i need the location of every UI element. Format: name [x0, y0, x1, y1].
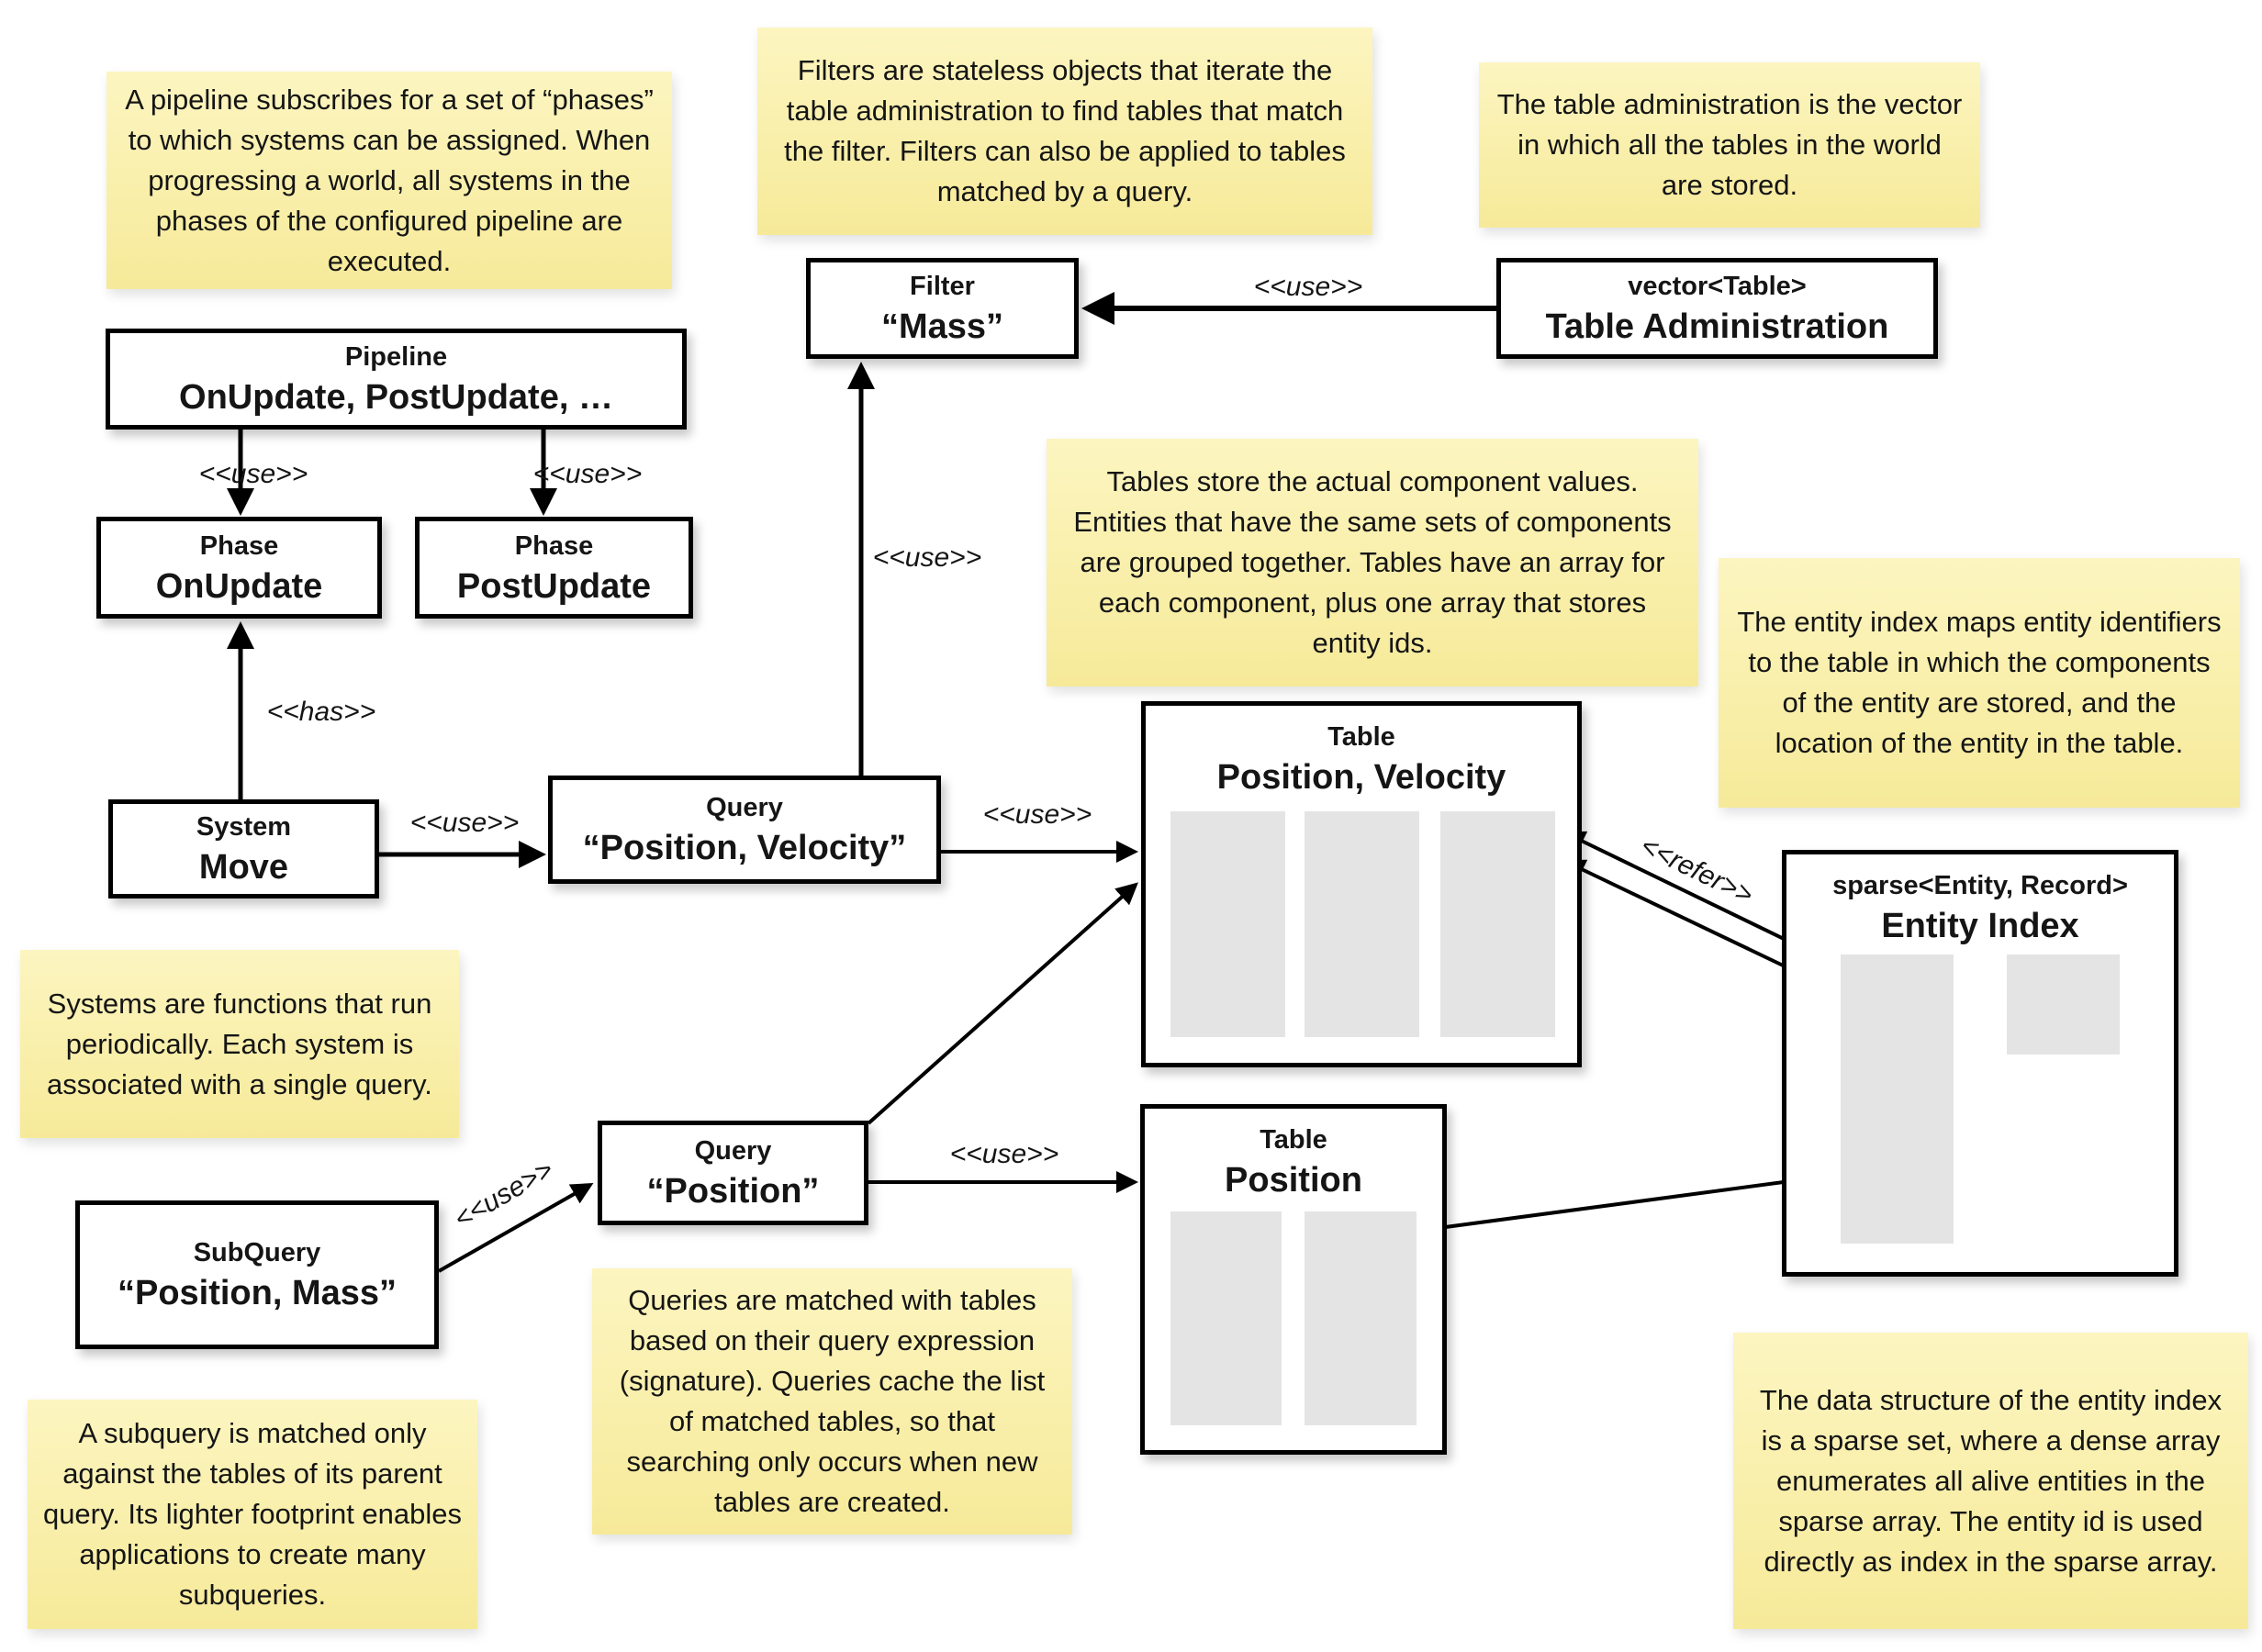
- box-entity-index: [1782, 850, 2178, 1277]
- note-filters: Filters are stateless objects that iterate the table administration to find tables that match the filter. Filters can also be applied to tables matched by a query.: [757, 28, 1372, 235]
- box-phase-onupdate: [96, 517, 382, 619]
- arrow-querypos-use-tablepv: [868, 885, 1136, 1123]
- box-subquery: [75, 1200, 439, 1349]
- note-tables: Tables store the actual component values. Entities that have the same sets of components are grouped together. Tables have an array for each component, plus one array that stores entity ids.: [1047, 439, 1698, 686]
- box-pipeline-stereotype: Pipeline: [344, 342, 448, 372]
- box-table-position-stereotype: Table: [1260, 1125, 1327, 1155]
- box-phase-onupdate-stereotype: Phase: [199, 530, 279, 561]
- box-query-position-velocity: [548, 776, 941, 884]
- note-pipeline: A pipeline subscribes for a set of “phases” to which systems can be assigned. When progressing a world, all systems in the phases of the configured pipeline are executed.: [106, 72, 672, 289]
- box-phase-postupdate-name: PostUpdate: [456, 566, 652, 606]
- edge-label-use-system-query: <<use>>: [409, 808, 520, 838]
- box-system-move-name: Move: [198, 848, 289, 887]
- box-table-administration-stereotype: vector<Table>: [1628, 272, 1807, 301]
- box-query-position-name: “Position”: [646, 1172, 820, 1211]
- box-table-administration: [1496, 258, 1938, 359]
- note-entity-index: The entity index maps entity identifiers to the table in which the components of the entity are stored, and the location of the entity in the table.: [1719, 558, 2240, 808]
- arrow-entityindex-to-tablepos: [1425, 1175, 1839, 1230]
- box-pipeline: [106, 329, 687, 430]
- edge-label-has-system-phase: <<has>>: [266, 697, 376, 727]
- box-entity-index-name: Entity Index: [1881, 907, 2079, 945]
- box-table-position-name: Position: [1225, 1161, 1362, 1200]
- box-table-position-velocity-stereotype: Table: [1327, 722, 1395, 752]
- edge-label-use-query-filter: <<use>>: [872, 542, 982, 573]
- box-filter-mass-name: “Mass”: [880, 307, 1004, 346]
- box-system-move-stereotype: System: [196, 812, 292, 842]
- box-entity-index-stereotype: sparse<Entity, Record>: [1832, 871, 2128, 900]
- edge-label-use-querypos-tablepos: <<use>>: [949, 1139, 1059, 1169]
- component-array-2: [1305, 811, 1419, 1037]
- entity-id-array: [1440, 811, 1555, 1037]
- box-table-position: [1140, 1104, 1447, 1455]
- box-table-position-velocity-name: Position, Velocity: [1216, 758, 1506, 797]
- note-table-administration: The table administration is the vector in which all the tables in the world are stored.: [1479, 62, 1980, 228]
- entity-id-array: [1305, 1211, 1417, 1425]
- component-array-1: [1170, 811, 1285, 1037]
- box-phase-postupdate: [415, 517, 693, 619]
- edge-label-use-subquery-querypos: <<use>>: [449, 1154, 559, 1235]
- edge-label-use-pipeline-postupdate: <<use>>: [532, 459, 643, 489]
- box-pipeline-name: OnUpdate, PostUpdate, …: [179, 378, 613, 417]
- box-system-move: [108, 799, 379, 899]
- edge-label-use-querypv-tablepv: <<use>>: [982, 799, 1092, 830]
- box-table-position-velocity: [1141, 701, 1582, 1067]
- note-systems: Systems are functions that run periodically. Each system is associated with a single query.: [20, 950, 459, 1138]
- edge-label-use-pipeline-onupdate: <<use>>: [198, 459, 308, 489]
- box-query-position-velocity-name: “Position, Velocity”: [582, 829, 907, 867]
- box-subquery-name: “Position, Mass”: [117, 1274, 398, 1312]
- box-subquery-stereotype: SubQuery: [193, 1238, 321, 1267]
- note-subquery: A subquery is matched only against the tables of its parent query. Its lighter footprint enables applications to create many subqueries.: [28, 1400, 477, 1629]
- box-query-position-velocity-stereotype: Query: [706, 793, 783, 822]
- box-query-position-stereotype: Query: [694, 1136, 772, 1166]
- edge-label-refer-entityindex-tablepv: <<refer>>: [1635, 830, 1758, 911]
- box-table-administration-name: Table Administration: [1545, 307, 1889, 346]
- note-sparse-set: The data structure of the entity index is a sparse set, where a dense array enumerates all alive entities in the sparse array. The entity id is used directly as index in the sparse array.: [1733, 1333, 2248, 1629]
- box-phase-postupdate-stereotype: Phase: [514, 530, 594, 561]
- box-query-position: [598, 1121, 868, 1225]
- sparse-array: [1841, 954, 1954, 1244]
- note-queries: Queries are matched with tables based on their query expression (signature). Queries cache the list of matched tables, so that searching only occurs when new tables are created.: [592, 1268, 1072, 1535]
- box-filter-mass-stereotype: Filter: [910, 272, 975, 301]
- box-phase-onupdate-name: OnUpdate: [155, 566, 323, 606]
- box-filter-mass: [806, 258, 1079, 359]
- edge-label-use-tableadmin-filter: <<use>>: [1253, 272, 1363, 302]
- component-array-1: [1170, 1211, 1282, 1425]
- dense-array: [2007, 954, 2120, 1055]
